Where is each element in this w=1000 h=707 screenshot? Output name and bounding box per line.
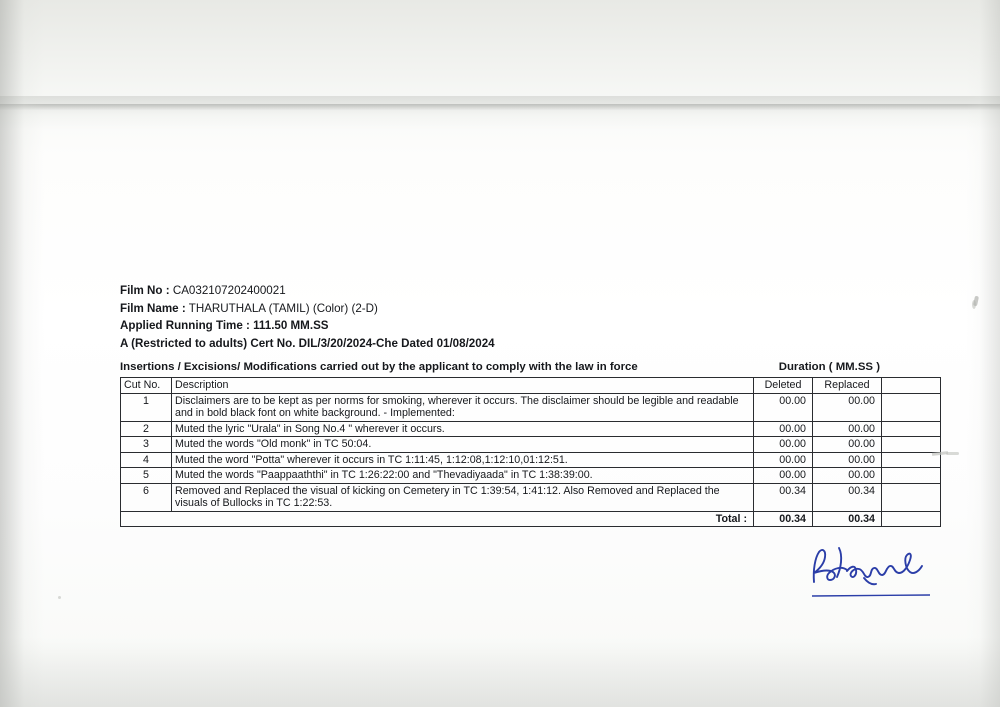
- cell-description: Disclaimers are to be kept as per norms for smoking, wherever it occurs. The disclaimer should be legible and readable and in bold black font on white background. - Implemented:: [172, 393, 754, 421]
- cell-description: Muted the lyric "Urala" in Song No.4 " wherever it occurs.: [172, 421, 754, 437]
- cell-spacer: [882, 468, 941, 484]
- cell-replaced: 00.00: [813, 437, 882, 453]
- cell-description: Muted the words "Paappaaththi" in TC 1:26:22:00 and "Thevadiyaada" in TC 1:38:39:00.: [172, 468, 754, 484]
- cell-cut-no: 1: [121, 393, 172, 421]
- cell-spacer: [882, 437, 941, 453]
- scan-speck: [58, 596, 61, 599]
- header-deleted: Deleted: [754, 378, 813, 394]
- cell-deleted: 00.00: [754, 421, 813, 437]
- table-heading-row: [120, 361, 910, 373]
- cell-cut-no: 5: [121, 468, 172, 484]
- cell-spacer: [882, 393, 941, 421]
- field-film-no-label: Film No :: [120, 284, 170, 297]
- cell-description: Removed and Replaced the visual of kicking on Cemetery in TC 1:39:54, 1:41:12. Also Removed and Replaced the visuals of Bullocks in TC 1:22:53.: [172, 483, 754, 511]
- cell-replaced: 00.00: [813, 452, 882, 468]
- scan-shading-fold-line: [0, 104, 1000, 110]
- field-film-name: [120, 300, 910, 318]
- cell-deleted: 00.00: [754, 437, 813, 453]
- cell-cut-no: 6: [121, 483, 172, 511]
- field-running-time: [120, 317, 910, 335]
- table-header-row: [121, 378, 941, 394]
- total-label: Total :: [172, 511, 754, 527]
- cell-spacer: [882, 421, 941, 437]
- total-spacer-right: [882, 511, 941, 527]
- cell-description: Muted the word "Potta" wherever it occurs in TC 1:11:45, 1:12:08,1:12:10,01:12:51.: [172, 452, 754, 468]
- header-cut-no: Cut No.: [121, 378, 172, 394]
- table-row: [121, 483, 941, 511]
- header-replaced: Replaced: [813, 378, 882, 394]
- field-film-name-value: THARUTHALA (TAMIL) (Color) (2-D): [188, 301, 378, 315]
- cuts-table-body: [121, 393, 941, 527]
- cell-replaced: 00.00: [813, 421, 882, 437]
- cell-description: Muted the words "Old monk" in TC 50:04.: [172, 437, 754, 453]
- table-row: [121, 468, 941, 484]
- cell-spacer: [882, 483, 941, 511]
- field-film-name-label: Film Name :: [120, 301, 186, 315]
- cell-cut-no: 2: [121, 421, 172, 437]
- cell-cut-no: 4: [121, 452, 172, 468]
- scan-shading-bottom: [0, 637, 1000, 707]
- total-spacer-left: [121, 511, 172, 527]
- header-spacer: [882, 378, 941, 394]
- cell-replaced: 00.00: [813, 393, 882, 421]
- cell-deleted: 00.34: [754, 483, 813, 511]
- total-deleted: 00.34: [754, 511, 813, 527]
- field-film-no: [120, 282, 910, 300]
- duration-heading: Duration ( MM.SS ): [778, 361, 880, 373]
- table-row: [121, 393, 941, 421]
- table-row: [121, 452, 941, 468]
- certificate-document: [120, 282, 910, 527]
- field-cert-no-label: A (Restricted to adults) Cert No.: [120, 336, 296, 350]
- cuts-table-header: [121, 378, 941, 394]
- total-replaced: 00.34: [813, 511, 882, 527]
- header-description: Description: [172, 378, 754, 394]
- table-row: [121, 421, 941, 437]
- field-running-time-value: 111.50 MM.SS: [253, 319, 329, 332]
- cell-cut-no: 3: [121, 437, 172, 453]
- field-running-time-label: Applied Running Time :: [120, 319, 250, 332]
- table-row: [121, 437, 941, 453]
- field-cert-no: [120, 335, 910, 353]
- cell-replaced: 00.00: [813, 468, 882, 484]
- cell-deleted: 00.00: [754, 452, 813, 468]
- cell-deleted: 00.00: [754, 393, 813, 421]
- field-film-no-value: CA032107202400021: [172, 284, 286, 297]
- table-total-row: [121, 511, 941, 527]
- cell-deleted: 00.00: [754, 468, 813, 484]
- scan-shading-right: [966, 0, 1000, 707]
- cuts-table: [120, 377, 941, 527]
- scan-shading-left: [0, 0, 44, 707]
- section-heading: Insertions / Excisions/ Modifications carried out by the applicant to comply with the law in force: [120, 361, 638, 373]
- scan-shading-fold: [0, 96, 1000, 130]
- field-cert-no-value: DIL/3/20/2024-Che Dated 01/08/2024: [298, 336, 495, 350]
- cell-replaced: 00.34: [813, 483, 882, 511]
